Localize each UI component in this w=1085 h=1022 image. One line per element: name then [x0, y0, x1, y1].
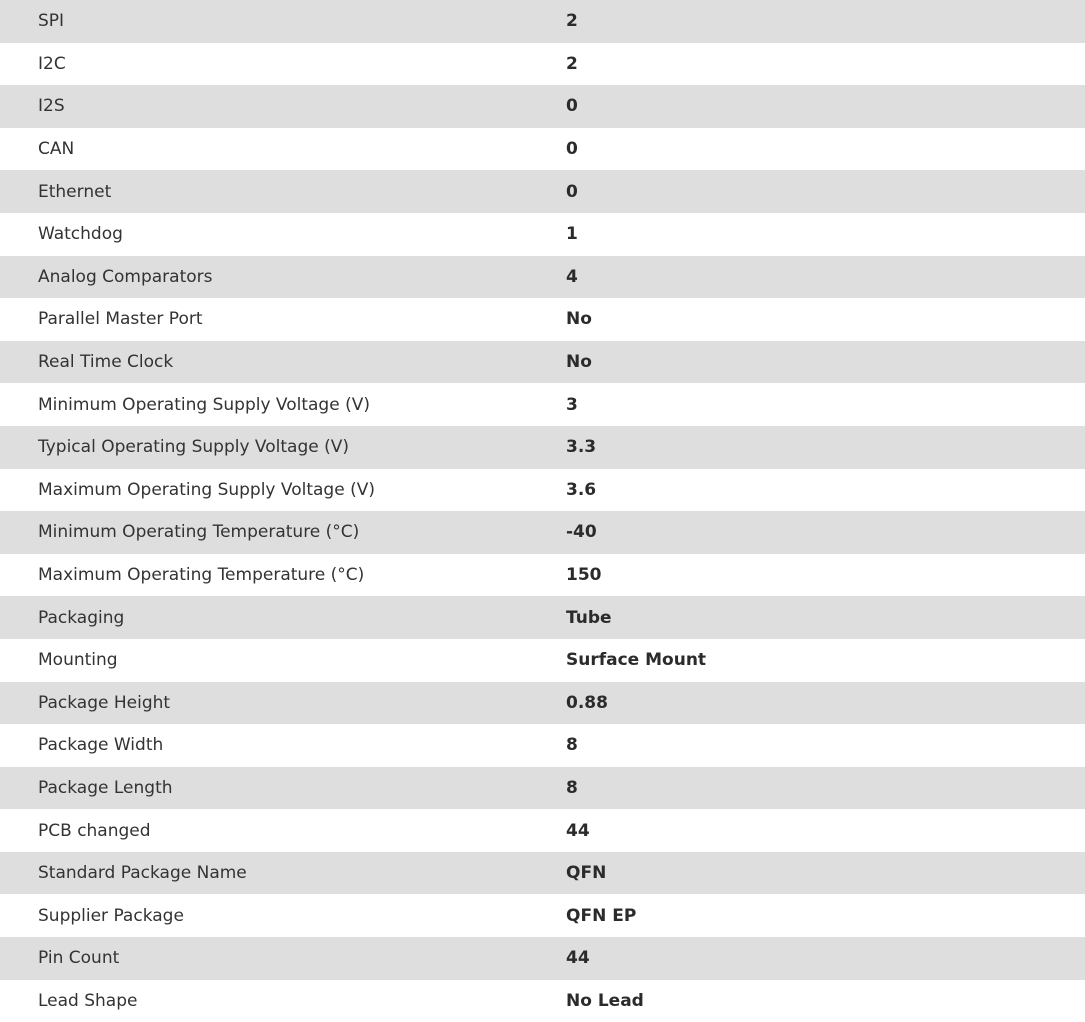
- table-row: [0, 469, 1085, 512]
- table-row: [0, 511, 1085, 554]
- table-row: [0, 383, 1085, 426]
- spec-label: Analog Comparators: [38, 266, 213, 287]
- spec-value: 0: [566, 96, 578, 117]
- spec-value: 3.6: [566, 479, 597, 500]
- spec-label: Package Length: [38, 777, 173, 798]
- spec-value: QFN: [566, 863, 607, 884]
- spec-label: I2C: [38, 53, 66, 74]
- spec-label: Lead Shape: [38, 990, 138, 1011]
- table-row: [0, 937, 1085, 980]
- table-row: [0, 213, 1085, 256]
- spec-label: Minimum Operating Temperature (°C): [38, 522, 360, 543]
- spec-label: Parallel Master Port: [38, 309, 203, 330]
- spec-value: 8: [566, 777, 578, 798]
- spec-value: 2: [566, 11, 578, 32]
- spec-label: SPI: [38, 11, 65, 32]
- spec-label: Minimum Operating Supply Voltage (V): [38, 394, 370, 415]
- table-row: [0, 0, 1085, 43]
- spec-value: 0: [566, 139, 578, 160]
- table-row: [0, 170, 1085, 213]
- table-row: [0, 767, 1085, 810]
- table-row: [0, 85, 1085, 128]
- spec-label: Pin Count: [38, 948, 120, 969]
- spec-label: Standard Package Name: [38, 863, 247, 884]
- spec-value: 0.88: [566, 692, 608, 713]
- spec-value: 8: [566, 735, 578, 756]
- spec-label: Maximum Operating Temperature (°C): [38, 565, 365, 586]
- spec-label: PCB changed: [38, 820, 151, 841]
- table-row: [0, 43, 1085, 86]
- spec-value: 0: [566, 181, 578, 202]
- table-row: [0, 852, 1085, 895]
- spec-value: 4: [566, 266, 578, 287]
- spec-value: 1: [566, 224, 578, 245]
- spec-label: Typical Operating Supply Voltage (V): [38, 437, 349, 458]
- table-row: [0, 554, 1085, 597]
- table-row: [0, 596, 1085, 639]
- spec-value: 3: [566, 394, 578, 415]
- table-row: [0, 341, 1085, 384]
- table-row: [0, 128, 1085, 171]
- table-row: [0, 809, 1085, 852]
- table-row: [0, 639, 1085, 682]
- spec-value: 150: [566, 565, 602, 586]
- spec-value: Tube: [566, 607, 612, 628]
- spec-value: QFN EP: [566, 905, 637, 926]
- spec-value: -40: [566, 522, 597, 543]
- table-row: [0, 894, 1085, 937]
- spec-value: 44: [566, 948, 590, 969]
- table-row: [0, 256, 1085, 299]
- table-row: [0, 724, 1085, 767]
- spec-label: CAN: [38, 139, 75, 160]
- spec-label: Watchdog: [38, 224, 123, 245]
- spec-label: Supplier Package: [38, 905, 184, 926]
- spec-label: Mounting: [38, 650, 118, 671]
- spec-label: Maximum Operating Supply Voltage (V): [38, 479, 375, 500]
- spec-value: Surface Mount: [566, 650, 707, 671]
- spec-value: 44: [566, 820, 590, 841]
- table-row: [0, 682, 1085, 725]
- spec-label: Package Height: [38, 692, 171, 713]
- spec-value: No Lead: [566, 990, 644, 1011]
- spec-label: Real Time Clock: [38, 352, 174, 373]
- spec-value: 2: [566, 53, 578, 74]
- spec-label: Packaging: [38, 607, 125, 628]
- spec-value: No: [566, 352, 592, 373]
- table-row: [0, 426, 1085, 469]
- spec-label: I2S: [38, 96, 65, 117]
- spec-value: 3.3: [566, 437, 597, 458]
- table-row: [0, 298, 1085, 341]
- spec-label: Ethernet: [38, 181, 112, 202]
- spec-value: No: [566, 309, 592, 330]
- spec-label: Package Width: [38, 735, 164, 756]
